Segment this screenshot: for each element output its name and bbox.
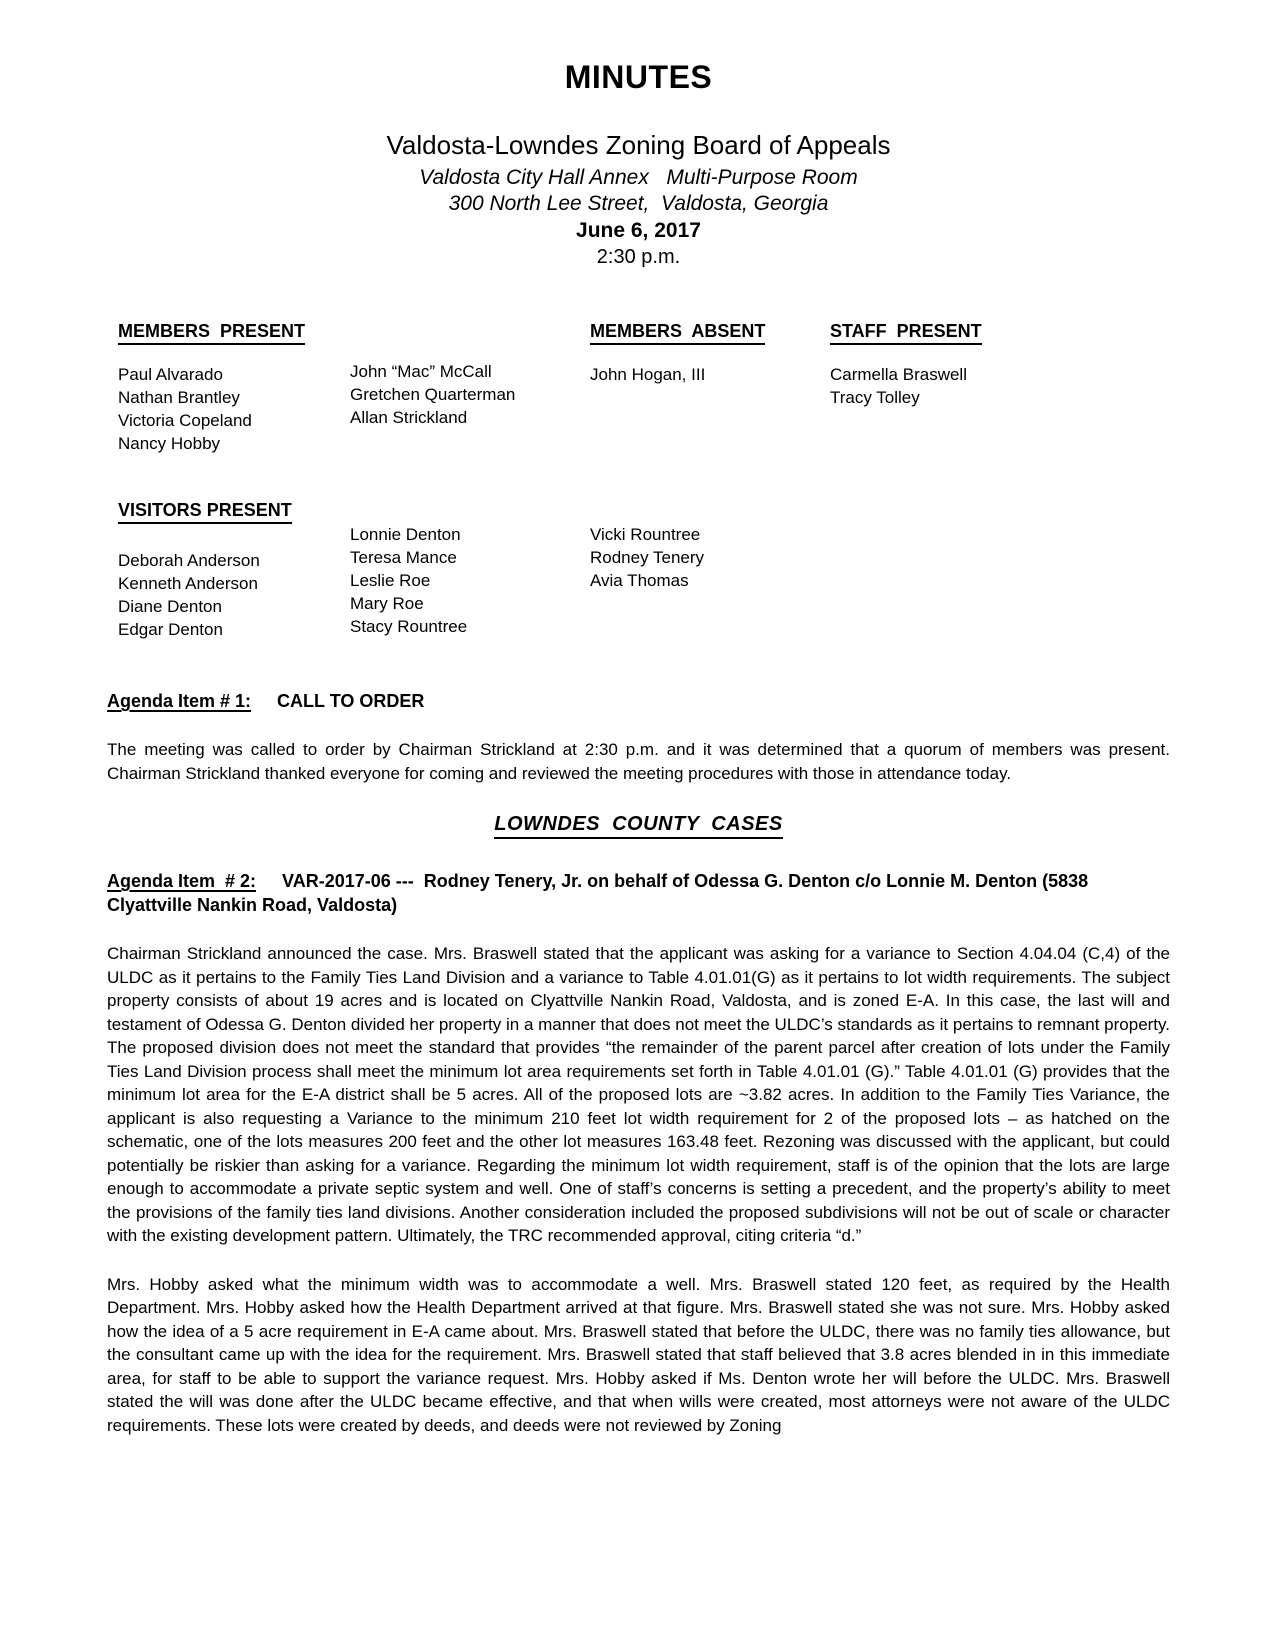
visitor-name: Deborah Anderson (118, 551, 260, 571)
members-present-heading (118, 320, 350, 345)
attendance-section (107, 320, 1170, 641)
agenda-item-2-heading (107, 869, 1170, 917)
page-title: MINUTES (564, 59, 713, 95)
address-line: 300 North Lee Street, Valdosta, Georgia (448, 192, 829, 216)
county-cases-heading-text: LOWNDES COUNTY CASES (494, 813, 782, 839)
visitor-name: Leslie Roe (350, 571, 431, 591)
member-name: Paul Alvarado (118, 365, 223, 385)
agenda-item-1-heading (107, 689, 1170, 713)
visitor-name (118, 526, 350, 549)
members-present-names-2 (350, 360, 590, 429)
member-name: Victoria Copeland (118, 411, 252, 431)
member-name: John Hogan, III (590, 365, 706, 385)
agenda-item-1-body: The meeting was called to order by Chairman Strickland at 2:30 p.m. and it was determined that a quorum of members was present. Chairman Strickland thanked everyone for coming and reviewed the meeting procedures with those in attendance today. (107, 740, 1170, 783)
agenda-item-2-title: VAR-2017-06 --- Rodney Tenery, Jr. on behalf of Odessa G. Denton c/o Lonnie M. Denton (5838 Clyattville Nankin Road, Valdosta) (107, 871, 1094, 916)
case-paragraph-2: Mrs. Hobby asked what the minimum width was to accommodate a well. Mrs. Braswell stated 120 feet, as required by the Health Department. Mrs. Hobby asked how the Health Department arrived at that figure. Mrs. Braswell stated she was not sure. Mrs. Hobby asked how the idea of a 5 acre requirement in E-A came about. Mrs. Braswell stated that before the ULDC, there was no family ties allowance, but the consultant came up with the idea for the requirement. Mrs. Braswell stated that staff believed that 3.8 acres blended in in this immediate area, for staff to be able to support the variance request. Mrs. Hobby asked if Ms. Denton wrote her will before the ULDC. Mrs. Braswell stated the will was done after the ULDC became effective, and that when wills were created, most attorneys were not aware of the ULDC requirements. These lots were created by deeds, and deeds were not reviewed by Zoning (107, 1274, 1170, 1435)
members-present-column-2 (350, 320, 590, 455)
member-name: Nathan Brantley (118, 388, 240, 408)
visitor-name: Avia Thomas (590, 571, 689, 591)
staff-present-heading (830, 320, 1170, 345)
organization-name: Valdosta-Lowndes Zoning Board of Appeals (386, 130, 891, 161)
venue-line: Valdosta City Hall Annex Multi-Purpose Room (419, 166, 858, 190)
members-absent-heading-text: MEMBERS ABSENT (590, 320, 765, 345)
attendance-members-row (118, 320, 1170, 455)
visitors-present-heading (118, 499, 350, 524)
staff-name: Carmella Braswell (830, 365, 967, 385)
visitor-name: Kenneth Anderson (118, 574, 258, 594)
visitor-name: Edgar Denton (118, 620, 223, 640)
visitors-column-4-empty (830, 499, 1170, 641)
county-cases-heading (107, 813, 1170, 839)
agenda-item-1-label: Agenda Item # 1: (107, 691, 252, 712)
visitor-names-2 (350, 523, 590, 638)
staff-name: Tracy Tolley (830, 388, 920, 408)
member-name: Allan Strickland (350, 408, 468, 428)
visitor-name: Stacy Rountree (350, 617, 468, 637)
staff-present-column (830, 320, 1170, 455)
visitor-name: Rodney Tenery (590, 548, 705, 568)
members-absent-column (590, 320, 830, 455)
member-name: John “Mac” McCall (350, 362, 492, 382)
agenda-item-2-label: Agenda Item # 2: (107, 871, 257, 892)
meeting-date: June 6, 2017 (576, 219, 701, 243)
members-present-heading-text: MEMBERS PRESENT (118, 320, 305, 345)
visitor-name: Vicki Rountree (590, 525, 701, 545)
visitor-name: Lonnie Denton (350, 525, 461, 545)
members-present-names-1 (118, 363, 350, 455)
case-paragraph-1: Chairman Strickland announced the case. Mrs. Braswell stated that the applicant was asking for a variance to Section 4.04.04 (C,4) of the ULDC as it pertains to the Family Ties Land Division and a variance to Table 4.01.01(G) as it pertains to lot width requirements. The subject property consists of about 19 acres and is located on Clyattville Nankin Road, Valdosta, and is zoned E-A. In this case, the last will and testament of Odessa G. Denton divided her property in a manner that does not meet the ULDC’s standards as it pertains to remnant property. The proposed division does not meet the standard that provides “the remainder of the parent parcel after creation of lots under the Family Ties Land Division process shall meet the minimum lot area requirements set forth in Table 4.01.01 (G).” Table 4.01.01 (G) provides that the minimum lot area for the E-A district shall be 5 acres. All of the proposed lots are ~3.82 acres. In addition to the Family Ties Variance, the applicant is also requesting a Variance to the minimum 210 feet lot width requirement for 2 of the proposed lots – as hatched on the schematic, one of the lots measures 200 feet and the other lot measures 163.48 feet. Rezoning was discussed with the applicant, but could potentially be riskier than asking for a variance. Regarding the minimum lot width requirement, staff is of the opinion that the lots are large enough to accommodate a private septic system and well. One of staff’s concerns is setting a precedent, and the property’s ability to meet the provisions of the family ties land divisions. Another consideration included the proposed subdivisions will not be out of scale or character with the existing development pattern. Ultimately, the TRC recommended approval, citing criteria “d.” (107, 944, 1170, 1246)
member-name: Gretchen Quarterman (350, 385, 516, 405)
agenda-item-1-title: CALL TO ORDER (277, 691, 425, 712)
visitor-names-1 (118, 526, 350, 641)
staff-present-names (830, 363, 1170, 409)
meeting-time: 2:30 p.m. (596, 246, 681, 269)
visitor-name: Diane Denton (118, 597, 222, 617)
visitors-column-3 (590, 499, 830, 641)
visitor-name: Teresa Mance (350, 548, 457, 568)
members-absent-names (590, 363, 830, 386)
document-header (107, 60, 1170, 270)
visitors-column-1 (118, 499, 350, 641)
visitors-heading-spacer (350, 499, 590, 521)
visitors-present-heading-text: VISITORS PRESENT (118, 499, 292, 524)
members-absent-heading (590, 320, 830, 345)
visitors-heading-spacer-2 (590, 499, 830, 521)
visitors-column-2 (350, 499, 590, 641)
visitor-name: Mary Roe (350, 594, 424, 614)
member-name: Nancy Hobby (118, 434, 221, 454)
staff-present-heading-text: STAFF PRESENT (830, 320, 982, 345)
visitors-row (118, 499, 1170, 641)
members-present-heading-spacer (350, 320, 590, 342)
members-present-column-1 (118, 320, 350, 455)
visitor-names-3 (590, 523, 830, 592)
